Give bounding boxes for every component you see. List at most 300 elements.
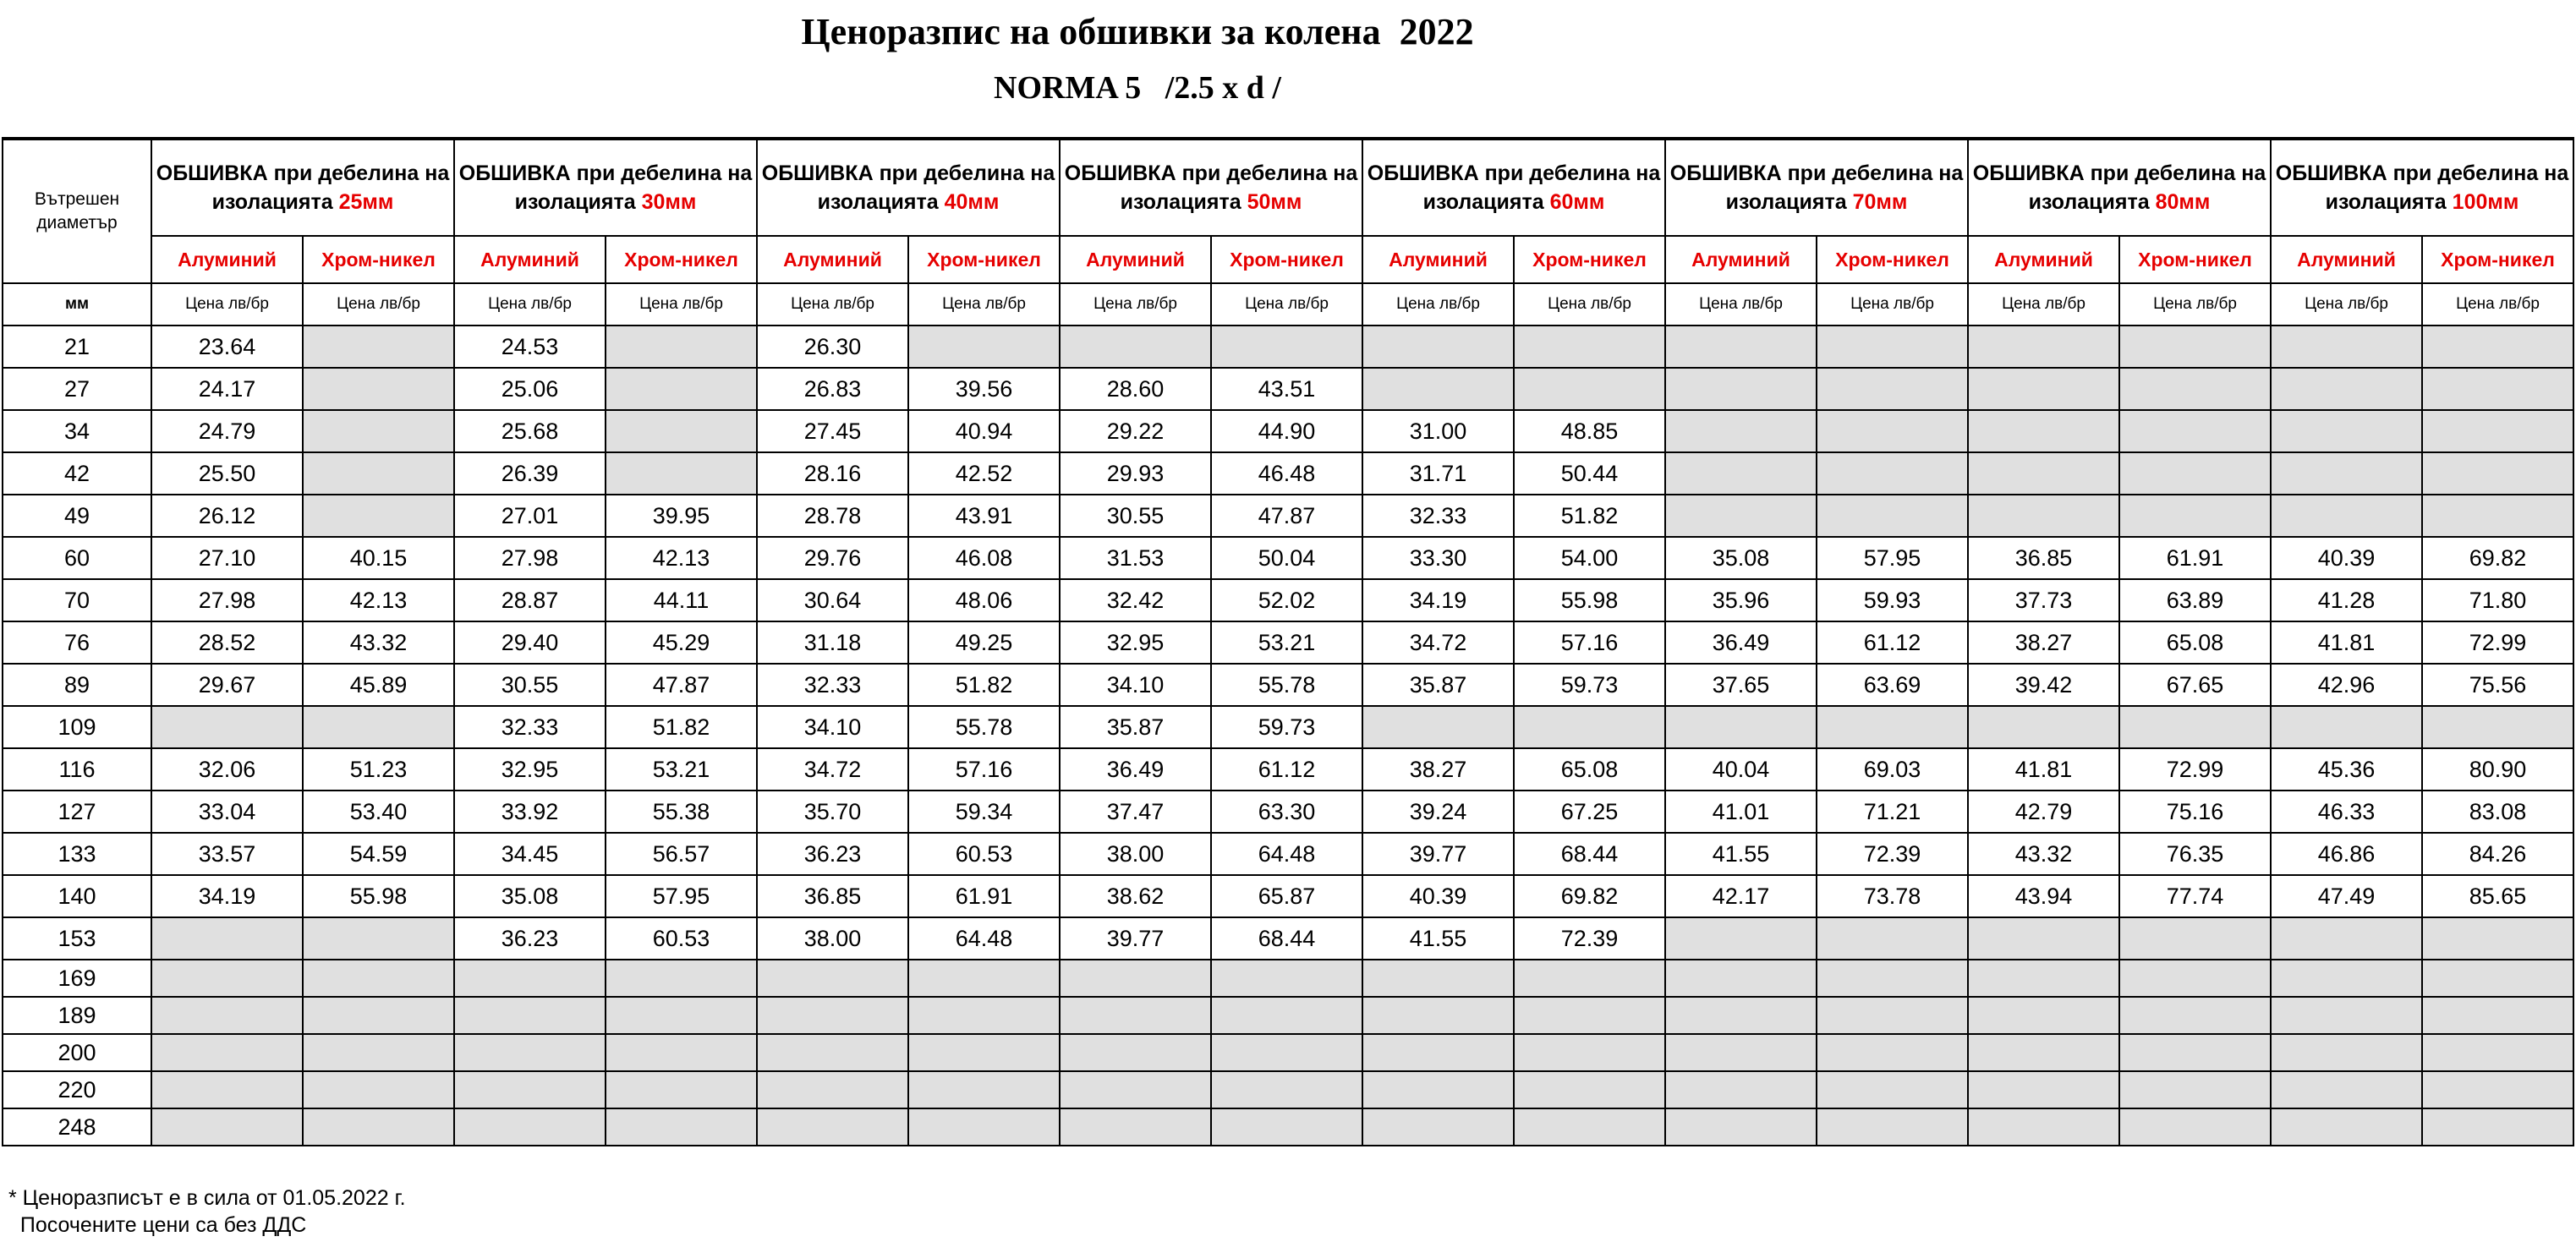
page-title: Ценоразпис на обшивки за колена 2022: [801, 11, 1474, 52]
group-header-label: ОБШИВКА при дебелина на изолацията: [2275, 161, 2569, 214]
empty-price-cell: [606, 1071, 757, 1108]
price-cell: 80.90: [2422, 748, 2573, 791]
price-unit-label: Цена лв/бр: [1817, 283, 1968, 326]
price-cell: 46.08: [908, 537, 1060, 579]
price-cell: 47.87: [1211, 495, 1362, 537]
thickness-group-header: [1060, 139, 1362, 236]
price-cell: 41.28: [2271, 579, 2422, 621]
price-cell: 36.85: [757, 875, 908, 917]
price-cell: 51.82: [1514, 495, 1665, 537]
empty-price-cell: [1968, 997, 2119, 1034]
empty-price-cell: [1514, 706, 1665, 748]
price-cell: 25.68: [454, 410, 606, 452]
thickness-group-header: [757, 139, 1060, 236]
empty-price-cell: [2422, 1071, 2573, 1108]
price-cell: 68.44: [1514, 833, 1665, 875]
price-cell: 63.30: [1211, 791, 1362, 833]
empty-price-cell: [1211, 1108, 1362, 1146]
chrome-nickel-header: Хром-никел: [2119, 236, 2271, 283]
price-cell: 34.19: [151, 875, 303, 917]
price-cell: 61.91: [908, 875, 1060, 917]
price-cell: 31.00: [1362, 410, 1514, 452]
price-cell: 23.64: [151, 326, 303, 368]
price-cell: 33.57: [151, 833, 303, 875]
price-cell: 67.65: [2119, 664, 2271, 706]
empty-price-cell: [1665, 1034, 1817, 1071]
price-cell: 36.23: [757, 833, 908, 875]
price-cell: 33.92: [454, 791, 606, 833]
price-cell: 41.81: [1968, 748, 2119, 791]
empty-price-cell: [303, 997, 454, 1034]
price-cell: 43.32: [1968, 833, 2119, 875]
inner-diameter-header: Вътрешен диаметър: [3, 139, 151, 283]
diameter-cell: 116: [3, 748, 151, 791]
diameter-cell: 220: [3, 1071, 151, 1108]
empty-price-cell: [1665, 326, 1817, 368]
diameter-cell: 153: [3, 917, 151, 960]
price-cell: 30.55: [454, 664, 606, 706]
thickness-group-header: [151, 139, 454, 236]
empty-price-cell: [1968, 368, 2119, 410]
price-cell: 28.16: [757, 452, 908, 495]
price-cell: 40.04: [1665, 748, 1817, 791]
price-cell: 65.08: [2119, 621, 2271, 664]
empty-price-cell: [908, 960, 1060, 997]
empty-price-cell: [1817, 997, 1968, 1034]
table-row: [3, 997, 2573, 1034]
price-cell: 31.18: [757, 621, 908, 664]
empty-price-cell: [2119, 452, 2271, 495]
empty-price-cell: [303, 1071, 454, 1108]
empty-price-cell: [1968, 452, 2119, 495]
empty-price-cell: [1968, 706, 2119, 748]
empty-price-cell: [606, 997, 757, 1034]
price-cell: 43.94: [1968, 875, 2119, 917]
empty-price-cell: [2119, 1071, 2271, 1108]
price-cell: 39.42: [1968, 664, 2119, 706]
group-header-label: ОБШИВКА при дебелина на изолацията: [761, 161, 1055, 214]
empty-price-cell: [2271, 1034, 2422, 1071]
price-cell: 69.82: [1514, 875, 1665, 917]
empty-price-cell: [151, 960, 303, 997]
empty-price-cell: [303, 960, 454, 997]
empty-price-cell: [2119, 410, 2271, 452]
empty-price-cell: [1817, 706, 1968, 748]
empty-price-cell: [303, 326, 454, 368]
group-header-label: ОБШИВКА при дебелина на изолацията: [1972, 161, 2266, 214]
price-cell: 24.53: [454, 326, 606, 368]
price-cell: 26.39: [454, 452, 606, 495]
empty-price-cell: [1817, 326, 1968, 368]
aluminium-header: Алуминий: [454, 236, 606, 283]
price-cell: 54.00: [1514, 537, 1665, 579]
price-cell: 27.98: [151, 579, 303, 621]
price-cell: 27.10: [151, 537, 303, 579]
table-row: [3, 368, 2573, 410]
price-cell: 24.79: [151, 410, 303, 452]
diameter-cell: 133: [3, 833, 151, 875]
empty-price-cell: [1362, 1071, 1514, 1108]
price-cell: 46.86: [2271, 833, 2422, 875]
header-row-units: [3, 283, 2573, 326]
thickness-value: 100мм: [2452, 190, 2519, 214]
price-cell: 42.13: [303, 579, 454, 621]
table-row: [3, 706, 2573, 748]
empty-price-cell: [908, 1034, 1060, 1071]
price-cell: 27.98: [454, 537, 606, 579]
price-cell: 69.82: [2422, 537, 2573, 579]
price-unit-label: Цена лв/бр: [908, 283, 1060, 326]
price-cell: 64.48: [1211, 833, 1362, 875]
empty-price-cell: [1665, 1071, 1817, 1108]
thickness-group-header: [454, 139, 757, 236]
empty-price-cell: [2422, 495, 2573, 537]
empty-price-cell: [1968, 1034, 2119, 1071]
empty-price-cell: [1362, 706, 1514, 748]
empty-price-cell: [1060, 960, 1211, 997]
thickness-group-header: [2271, 139, 2573, 236]
empty-price-cell: [1817, 1034, 1968, 1071]
price-cell: 41.55: [1362, 917, 1514, 960]
price-cell: 84.26: [2422, 833, 2573, 875]
price-unit-label: Цена лв/бр: [151, 283, 303, 326]
empty-price-cell: [303, 1034, 454, 1071]
price-cell: 51.82: [908, 664, 1060, 706]
price-unit-label: Цена лв/бр: [757, 283, 908, 326]
price-cell: 59.34: [908, 791, 1060, 833]
empty-price-cell: [2271, 452, 2422, 495]
empty-price-cell: [1665, 997, 1817, 1034]
diameter-cell: 89: [3, 664, 151, 706]
empty-price-cell: [1514, 1034, 1665, 1071]
price-cell: 31.71: [1362, 452, 1514, 495]
price-cell: 25.06: [454, 368, 606, 410]
group-header-label: ОБШИВКА при дебелина на изолацията: [1064, 161, 1358, 214]
price-cell: 41.81: [2271, 621, 2422, 664]
price-cell: 46.48: [1211, 452, 1362, 495]
header-row-thickness: [3, 139, 2573, 236]
price-cell: 40.15: [303, 537, 454, 579]
price-unit-label: Цена лв/бр: [1665, 283, 1817, 326]
empty-price-cell: [606, 452, 757, 495]
price-cell: 63.89: [2119, 579, 2271, 621]
price-cell: 38.27: [1362, 748, 1514, 791]
price-cell: 56.57: [606, 833, 757, 875]
price-cell: 72.99: [2422, 621, 2573, 664]
empty-price-cell: [1362, 1108, 1514, 1146]
empty-price-cell: [1362, 997, 1514, 1034]
price-cell: 30.55: [1060, 495, 1211, 537]
price-cell: 37.47: [1060, 791, 1211, 833]
price-cell: 77.74: [2119, 875, 2271, 917]
empty-price-cell: [1211, 960, 1362, 997]
empty-price-cell: [1514, 1071, 1665, 1108]
price-cell: 32.95: [454, 748, 606, 791]
empty-price-cell: [1817, 917, 1968, 960]
diameter-cell: 169: [3, 960, 151, 997]
price-cell: 33.04: [151, 791, 303, 833]
price-cell: 32.33: [454, 706, 606, 748]
table-row: [3, 664, 2573, 706]
empty-price-cell: [151, 917, 303, 960]
empty-price-cell: [2119, 917, 2271, 960]
aluminium-header: Алуминий: [1362, 236, 1514, 283]
empty-price-cell: [151, 1034, 303, 1071]
diameter-cell: 49: [3, 495, 151, 537]
price-cell: 72.39: [1514, 917, 1665, 960]
empty-price-cell: [1968, 917, 2119, 960]
empty-price-cell: [151, 997, 303, 1034]
table-row: [3, 875, 2573, 917]
aluminium-header: Алуминий: [1665, 236, 1817, 283]
empty-price-cell: [908, 1108, 1060, 1146]
empty-price-cell: [1817, 960, 1968, 997]
price-cell: 34.72: [757, 748, 908, 791]
empty-price-cell: [1817, 368, 1968, 410]
price-cell: 46.33: [2271, 791, 2422, 833]
price-table: [2, 137, 2574, 1146]
price-cell: 41.55: [1665, 833, 1817, 875]
table-row: [3, 410, 2573, 452]
price-cell: 61.91: [2119, 537, 2271, 579]
price-cell: 42.79: [1968, 791, 2119, 833]
diameter-cell: 127: [3, 791, 151, 833]
price-cell: 33.30: [1362, 537, 1514, 579]
price-cell: 32.33: [1362, 495, 1514, 537]
table-row: [3, 791, 2573, 833]
price-cell: 75.16: [2119, 791, 2271, 833]
price-cell: 55.98: [303, 875, 454, 917]
empty-price-cell: [757, 960, 908, 997]
price-cell: 49.25: [908, 621, 1060, 664]
price-cell: 85.65: [2422, 875, 2573, 917]
empty-price-cell: [303, 368, 454, 410]
price-cell: 29.22: [1060, 410, 1211, 452]
empty-price-cell: [2422, 326, 2573, 368]
price-cell: 41.01: [1665, 791, 1817, 833]
empty-price-cell: [1060, 326, 1211, 368]
table-row: [3, 1108, 2573, 1146]
price-cell: 36.49: [1665, 621, 1817, 664]
price-cell: 34.45: [454, 833, 606, 875]
header-row-material: [3, 236, 2573, 283]
empty-price-cell: [1665, 706, 1817, 748]
empty-price-cell: [606, 368, 757, 410]
price-cell: 39.77: [1362, 833, 1514, 875]
empty-price-cell: [2422, 706, 2573, 748]
price-cell: 27.01: [454, 495, 606, 537]
price-cell: 35.70: [757, 791, 908, 833]
price-cell: 26.83: [757, 368, 908, 410]
price-cell: 39.77: [1060, 917, 1211, 960]
diameter-cell: 34: [3, 410, 151, 452]
price-cell: 34.19: [1362, 579, 1514, 621]
table-row: [3, 1034, 2573, 1071]
aluminium-header: Алуминий: [2271, 236, 2422, 283]
price-cell: 53.21: [606, 748, 757, 791]
empty-price-cell: [1665, 1108, 1817, 1146]
empty-price-cell: [1665, 495, 1817, 537]
price-cell: 40.94: [908, 410, 1060, 452]
price-cell: 47.87: [606, 664, 757, 706]
chrome-nickel-header: Хром-никел: [303, 236, 454, 283]
price-cell: 61.12: [1211, 748, 1362, 791]
price-cell: 55.38: [606, 791, 757, 833]
price-cell: 55.78: [1211, 664, 1362, 706]
empty-price-cell: [303, 452, 454, 495]
table-row: [3, 748, 2573, 791]
price-cell: 40.39: [1362, 875, 1514, 917]
empty-price-cell: [2271, 997, 2422, 1034]
empty-price-cell: [757, 1108, 908, 1146]
empty-price-cell: [1968, 410, 2119, 452]
empty-price-cell: [2119, 1034, 2271, 1071]
price-unit-label: Цена лв/бр: [454, 283, 606, 326]
price-cell: 45.89: [303, 664, 454, 706]
price-cell: 24.17: [151, 368, 303, 410]
empty-price-cell: [2119, 368, 2271, 410]
empty-price-cell: [151, 706, 303, 748]
price-cell: 47.49: [2271, 875, 2422, 917]
empty-price-cell: [2271, 495, 2422, 537]
empty-price-cell: [1514, 997, 1665, 1034]
empty-price-cell: [303, 495, 454, 537]
price-cell: 67.25: [1514, 791, 1665, 833]
price-cell: 42.52: [908, 452, 1060, 495]
price-cell: 69.03: [1817, 748, 1968, 791]
empty-price-cell: [454, 960, 606, 997]
empty-price-cell: [1514, 368, 1665, 410]
empty-price-cell: [1514, 960, 1665, 997]
price-cell: 52.02: [1211, 579, 1362, 621]
price-cell: 39.95: [606, 495, 757, 537]
empty-price-cell: [757, 997, 908, 1034]
empty-price-cell: [908, 1071, 1060, 1108]
price-cell: 38.00: [757, 917, 908, 960]
thickness-group-header: [1362, 139, 1665, 236]
price-cell: 34.72: [1362, 621, 1514, 664]
price-cell: 32.42: [1060, 579, 1211, 621]
empty-price-cell: [2422, 368, 2573, 410]
price-cell: 72.39: [1817, 833, 1968, 875]
empty-price-cell: [454, 997, 606, 1034]
price-cell: 60.53: [606, 917, 757, 960]
empty-price-cell: [1514, 326, 1665, 368]
empty-price-cell: [2119, 495, 2271, 537]
empty-price-cell: [1211, 326, 1362, 368]
price-cell: 35.08: [1665, 537, 1817, 579]
empty-price-cell: [151, 1108, 303, 1146]
vat-note: Посочените цени са без ДДС: [8, 1213, 307, 1237]
price-cell: 26.30: [757, 326, 908, 368]
price-cell: 29.76: [757, 537, 908, 579]
empty-price-cell: [908, 997, 1060, 1034]
thickness-value: 70мм: [1852, 190, 1908, 214]
empty-price-cell: [2271, 1071, 2422, 1108]
price-cell: 38.00: [1060, 833, 1211, 875]
price-cell: 28.78: [757, 495, 908, 537]
price-cell: 28.60: [1060, 368, 1211, 410]
table-row: [3, 833, 2573, 875]
price-cell: 32.95: [1060, 621, 1211, 664]
aluminium-header: Алуминий: [1060, 236, 1211, 283]
diameter-cell: 109: [3, 706, 151, 748]
price-cell: 68.44: [1211, 917, 1362, 960]
price-cell: 35.08: [454, 875, 606, 917]
thickness-group-header: [1968, 139, 2271, 236]
empty-price-cell: [2422, 960, 2573, 997]
price-cell: 83.08: [2422, 791, 2573, 833]
empty-price-cell: [1665, 960, 1817, 997]
price-cell: 73.78: [1817, 875, 1968, 917]
diameter-cell: 140: [3, 875, 151, 917]
price-cell: 59.93: [1817, 579, 1968, 621]
empty-price-cell: [2119, 326, 2271, 368]
price-cell: 35.87: [1362, 664, 1514, 706]
price-cell: 39.56: [908, 368, 1060, 410]
price-cell: 44.90: [1211, 410, 1362, 452]
price-cell: 32.06: [151, 748, 303, 791]
table-row: [3, 326, 2573, 368]
diameter-cell: 70: [3, 579, 151, 621]
thickness-value: 50мм: [1247, 190, 1302, 214]
empty-price-cell: [454, 1034, 606, 1071]
diameter-cell: 200: [3, 1034, 151, 1071]
price-unit-label: Цена лв/бр: [2271, 283, 2422, 326]
price-cell: 59.73: [1211, 706, 1362, 748]
empty-price-cell: [606, 1034, 757, 1071]
price-unit-label: Цена лв/бр: [606, 283, 757, 326]
diameter-cell: 27: [3, 368, 151, 410]
group-header-label: ОБШИВКА при дебелина на изолацията: [1669, 161, 1964, 214]
price-cell: 50.04: [1211, 537, 1362, 579]
price-unit-label: Цена лв/бр: [2119, 283, 2271, 326]
price-cell: 51.82: [606, 706, 757, 748]
empty-price-cell: [151, 1071, 303, 1108]
table-row: [3, 579, 2573, 621]
price-cell: 32.33: [757, 664, 908, 706]
price-cell: 38.62: [1060, 875, 1211, 917]
price-cell: 42.96: [2271, 664, 2422, 706]
empty-price-cell: [1665, 368, 1817, 410]
price-cell: 53.40: [303, 791, 454, 833]
price-cell: 48.06: [908, 579, 1060, 621]
price-cell: 57.95: [606, 875, 757, 917]
empty-price-cell: [2422, 917, 2573, 960]
price-cell: 38.27: [1968, 621, 2119, 664]
price-cell: 60.53: [908, 833, 1060, 875]
empty-price-cell: [1817, 452, 1968, 495]
chrome-nickel-header: Хром-никел: [2422, 236, 2573, 283]
price-cell: 75.56: [2422, 664, 2573, 706]
price-cell: 44.11: [606, 579, 757, 621]
price-cell: 72.99: [2119, 748, 2271, 791]
price-cell: 35.96: [1665, 579, 1817, 621]
price-unit-label: Цена лв/бр: [1060, 283, 1211, 326]
empty-price-cell: [1514, 1108, 1665, 1146]
thickness-value: 30мм: [641, 190, 697, 214]
price-cell: 71.80: [2422, 579, 2573, 621]
price-cell: 54.59: [303, 833, 454, 875]
aluminium-header: Алуминий: [757, 236, 908, 283]
thickness-value: 80мм: [2155, 190, 2211, 214]
units-mm-label: мм: [3, 283, 151, 326]
price-cell: 29.40: [454, 621, 606, 664]
empty-price-cell: [1968, 495, 2119, 537]
empty-price-cell: [606, 1108, 757, 1146]
empty-price-cell: [1362, 326, 1514, 368]
empty-price-cell: [303, 917, 454, 960]
